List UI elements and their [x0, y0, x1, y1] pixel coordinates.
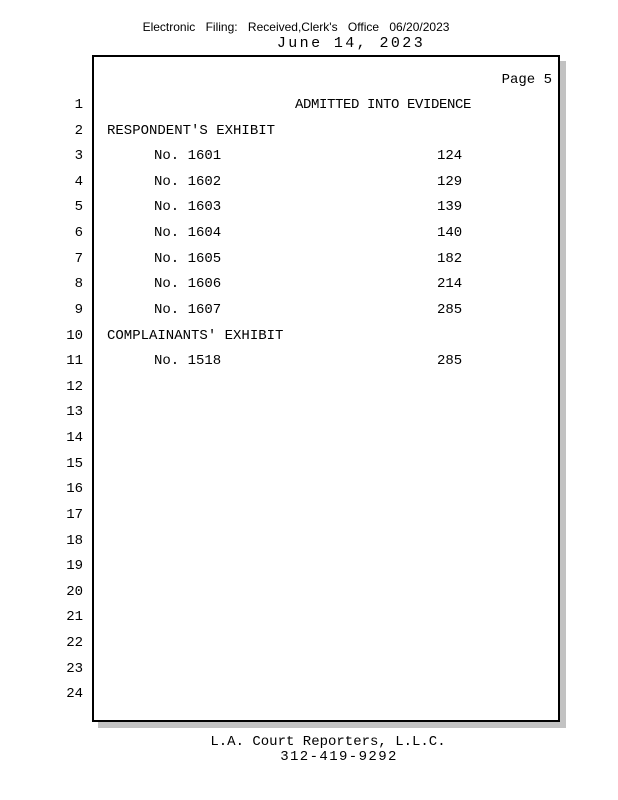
- exhibit-page-reference: 214: [437, 276, 463, 292]
- line-number: 10: [66, 328, 83, 344]
- transcript-date: June 14, 2023: [276, 35, 426, 52]
- transcript-line: [74, 225, 552, 249]
- line-number: 8: [74, 276, 83, 292]
- line-number: 6: [74, 225, 83, 241]
- line-number: 2: [74, 123, 83, 139]
- transcript-line: [74, 174, 552, 198]
- transcript-line: [66, 609, 552, 633]
- exhibit-page-reference: 124: [437, 148, 463, 164]
- court-reporter-name: L.A. Court Reporters, L.L.C.: [210, 734, 446, 750]
- line-number: 3: [74, 148, 83, 164]
- line-number: 11: [66, 353, 83, 369]
- page-number-label: Page 5: [501, 72, 552, 88]
- transcript-line: [74, 148, 552, 172]
- line-text: No. 1604: [154, 225, 222, 241]
- transcript-line: [74, 251, 552, 275]
- line-number: 18: [66, 533, 83, 549]
- line-number: 22: [66, 635, 83, 651]
- court-reporter-phone: 312-419-9292: [280, 749, 398, 765]
- transcript-line: [66, 481, 552, 505]
- transcript-line: [74, 199, 552, 223]
- line-text: No. 1606: [154, 276, 222, 292]
- line-number: 23: [66, 661, 83, 677]
- line-text: No. 1603: [154, 199, 222, 215]
- transcript-line: [66, 328, 552, 352]
- transcript-line: [66, 456, 552, 480]
- transcript-line: [74, 302, 552, 326]
- line-text: No. 1602: [154, 174, 222, 190]
- exhibit-page-reference: 182: [437, 251, 463, 267]
- line-number: 17: [66, 507, 83, 523]
- line-number: 19: [66, 558, 83, 574]
- line-text: No. 1607: [154, 302, 222, 318]
- line-number: 7: [74, 251, 83, 267]
- transcript-line: [66, 558, 552, 582]
- transcript-line: [66, 686, 552, 710]
- transcript-line: [66, 533, 552, 557]
- line-number: 15: [66, 456, 83, 472]
- line-text: No. 1601: [154, 148, 222, 164]
- exhibit-page-reference: 285: [437, 353, 463, 369]
- line-number: 12: [66, 379, 83, 395]
- line-number: 14: [66, 430, 83, 446]
- transcript-line: [66, 584, 552, 608]
- line-number: 21: [66, 609, 83, 625]
- line-number: 4: [74, 174, 83, 190]
- transcript-line: [66, 404, 552, 428]
- exhibit-page-reference: 129: [437, 174, 463, 190]
- line-number: 24: [66, 686, 83, 702]
- exhibit-page-reference: 139: [437, 199, 463, 215]
- transcript-box: [66, 55, 560, 722]
- line-number: 9: [74, 302, 83, 318]
- line-number: 5: [74, 199, 83, 215]
- transcript-line: [66, 379, 552, 403]
- line-number: 1: [74, 97, 83, 113]
- line-text: COMPLAINANTS' EXHIBIT: [107, 328, 284, 344]
- transcript-line: [74, 97, 552, 121]
- transcript-line: [66, 507, 552, 531]
- transcript-line: [66, 661, 552, 685]
- line-text: No. 1605: [154, 251, 222, 267]
- line-number: 20: [66, 584, 83, 600]
- exhibit-page-reference: 285: [437, 302, 463, 318]
- line-number: 13: [66, 404, 83, 420]
- line-text: ADMITTED INTO EVIDENCE: [295, 97, 472, 113]
- transcript-line: [66, 353, 552, 377]
- line-text: RESPONDENT'S EXHIBIT: [107, 123, 276, 139]
- transcript-line: [66, 635, 552, 659]
- transcript-line: [74, 123, 552, 147]
- transcript-line: [74, 276, 552, 300]
- line-number: 16: [66, 481, 83, 497]
- efiling-stamp: Electronic Filing: Received,Clerk's Office 06/20/2023: [142, 20, 450, 34]
- exhibit-page-reference: 140: [437, 225, 463, 241]
- transcript-line: [66, 430, 552, 454]
- line-text: No. 1518: [154, 353, 222, 369]
